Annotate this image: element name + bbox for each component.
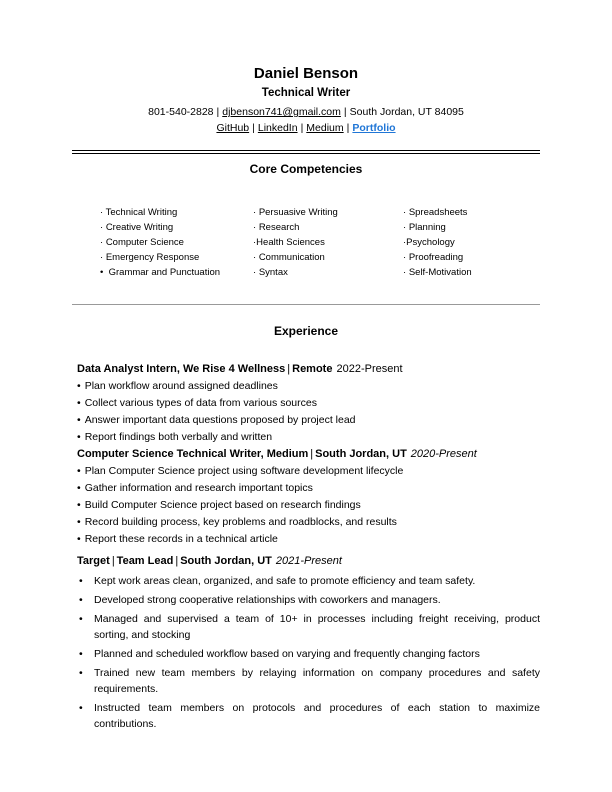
pipe-separator: | (346, 122, 350, 134)
bullet-icon: • (77, 516, 81, 528)
bullet-icon: • (77, 533, 81, 545)
bullet-icon: • (77, 431, 81, 443)
competency-label: Technical Writing (105, 207, 178, 218)
job-location: South Jordan, UT (315, 448, 407, 460)
job-role: Data Analyst Intern, We Rise 4 Wellness (77, 363, 286, 375)
double-rule (72, 150, 540, 154)
competency-item (403, 220, 540, 235)
competency-item (403, 250, 540, 265)
bullet-icon: • (77, 380, 81, 392)
job-location: South Jordan, UT (180, 555, 272, 567)
resume-header (72, 64, 540, 135)
job-bullet (77, 646, 540, 662)
github-link[interactable]: GitHub (216, 122, 250, 134)
linkedin-link[interactable]: LinkedIn (257, 122, 298, 134)
competency-label: Psychology (406, 237, 455, 248)
competency-item (253, 235, 403, 250)
core-competencies-heading: Core Competencies (249, 162, 363, 176)
job-section (77, 361, 540, 446)
bullet-icon: · (253, 267, 259, 278)
location-text: South Jordan, UT 84095 (349, 106, 464, 118)
job-dates: 2021-Present (275, 555, 342, 567)
competency-item (100, 235, 253, 250)
contact-line (72, 106, 540, 119)
competency-label: Planning (408, 222, 446, 233)
portfolio-link[interactable]: Portfolio (352, 122, 396, 134)
competency-item (403, 205, 540, 220)
bullet-text: Answer important data questions proposed by project lead (84, 414, 356, 426)
competency-label: Persuasive Writing (258, 207, 338, 218)
bullet-text: Collect various types of data from various sources (84, 397, 317, 409)
bullet-icon: · (403, 252, 409, 263)
bullet-text: Instructed team members on protocols and procedures of each station to maximize contributions. (94, 702, 540, 730)
bullet-icon: · (100, 237, 106, 248)
competency-label: Grammar and Punctuation (108, 267, 221, 278)
competency-item (253, 205, 403, 220)
medium-link[interactable]: Medium (306, 122, 344, 134)
pipe-separator: | (300, 122, 304, 134)
bullet-icon: • (77, 414, 81, 426)
job-heading (77, 361, 540, 378)
bullet-icon: • (77, 482, 81, 494)
bullet-icon: • (77, 499, 81, 511)
bullet-text: Report findings both verbally and written (84, 431, 273, 443)
bullet-icon: · (253, 237, 257, 248)
job-bullet (77, 531, 540, 548)
job-dates: 2022-Present (336, 363, 403, 375)
competency-item (100, 265, 253, 280)
job-bullet (77, 378, 540, 395)
pipe-separator: | (216, 106, 220, 118)
competency-column (100, 205, 253, 280)
bullet-text: Managed and supervised a team of 10+ in processes including freight receiving, product sorting, and stocking (94, 613, 540, 641)
competency-label: Health Sciences (256, 237, 325, 248)
job-bullet (77, 592, 540, 608)
competency-item (403, 265, 540, 280)
experience-heading: Experience (273, 324, 339, 338)
pipe-separator: | (252, 122, 255, 134)
links-line (72, 122, 540, 135)
bullet-icon: · (403, 222, 409, 233)
pipe-separator: | (310, 448, 314, 460)
job-title: Team Lead (116, 555, 174, 567)
competency-label: Computer Science (105, 237, 184, 248)
bullet-icon: · (100, 252, 106, 263)
competency-label: Proofreading (408, 252, 464, 263)
competency-item (253, 220, 403, 235)
job-bullet (77, 412, 540, 429)
bullet-icon: • (79, 667, 83, 679)
bullet-text: Record building process, key problems and roadblocks, and results (84, 516, 397, 528)
bullet-icon: · (253, 222, 259, 233)
job-bullet (77, 480, 540, 497)
bullet-text: Developed strong cooperative relationships with coworkers and managers. (94, 594, 441, 606)
competency-item (253, 250, 403, 265)
competency-label: Syntax (258, 267, 288, 278)
bullet-text: Build Computer Science project based on research findings (84, 499, 361, 511)
bullet-icon: • (100, 267, 109, 278)
pipe-separator: | (175, 555, 179, 567)
competency-item (100, 220, 253, 235)
competency-item (253, 265, 403, 280)
job-heading (77, 553, 540, 570)
bullet-icon: • (77, 465, 81, 477)
job-bullet (77, 514, 540, 531)
competency-column (253, 205, 403, 280)
bullet-icon: · (100, 207, 106, 218)
job-section (77, 446, 540, 548)
job-bullet (77, 497, 540, 514)
phone-number: 801-540-2828 (148, 106, 214, 118)
job-bullet (77, 395, 540, 412)
section-divider (72, 304, 540, 305)
competency-label: Emergency Response (105, 252, 200, 263)
bullet-icon: · (403, 237, 407, 248)
bullet-icon: · (403, 207, 409, 218)
bullet-icon: • (77, 397, 81, 409)
bullet-text: Gather information and research important topics (84, 482, 313, 494)
job-bullet (77, 429, 540, 446)
bullet-text: Plan workflow around assigned deadlines (84, 380, 278, 392)
experience-section (72, 361, 540, 732)
job-bullet (77, 463, 540, 480)
pipe-separator: | (287, 363, 291, 375)
competency-item (100, 250, 253, 265)
job-bullet (77, 700, 540, 732)
bullet-icon: • (79, 594, 83, 606)
job-dates: 2020-Present (410, 448, 477, 460)
bullet-text: Kept work areas clean, organized, and safe to promote efficiency and team safety. (94, 575, 476, 587)
person-name: Daniel Benson (253, 65, 359, 82)
bullet-icon: · (253, 252, 259, 263)
job-section (77, 553, 540, 732)
competency-column (403, 205, 540, 280)
bullet-text: Plan Computer Science project using software development lifecycle (84, 465, 404, 477)
bullet-icon: • (79, 702, 83, 714)
job-role: Target (77, 555, 110, 567)
competency-label: Spreadsheets (408, 207, 468, 218)
job-heading (77, 446, 540, 463)
bullet-icon: • (79, 648, 83, 660)
competency-item (100, 205, 253, 220)
bullet-icon: · (403, 267, 409, 278)
person-title: Technical Writer (261, 87, 351, 99)
competency-label: Self-Motivation (408, 267, 472, 278)
competency-label: Creative Writing (105, 222, 174, 233)
bullet-text: Report these records in a technical article (84, 533, 278, 545)
bullet-icon: · (253, 207, 259, 218)
job-role: Computer Science Technical Writer, Medium (77, 448, 309, 460)
bullet-icon: • (79, 575, 83, 587)
email-link[interactable]: djbenson741@gmail.com (222, 106, 341, 118)
job-bullet (77, 573, 540, 589)
bullet-icon: · (100, 222, 106, 233)
competency-label: Communication (258, 252, 325, 263)
pipe-separator: | (111, 555, 115, 567)
job-bullet (77, 611, 540, 643)
bullet-icon: • (79, 613, 83, 625)
bullet-text: Planned and scheduled workflow based on varying and frequently changing factors (94, 648, 480, 660)
job-location: Remote (292, 363, 333, 375)
pipe-separator: | (343, 106, 347, 118)
bullet-text: Trained new team members by relaying information on company procedures and safety requirements. (94, 667, 540, 695)
competencies-grid (100, 205, 540, 280)
competency-item (403, 235, 540, 250)
job-bullet (77, 665, 540, 697)
competency-label: Research (258, 222, 300, 233)
